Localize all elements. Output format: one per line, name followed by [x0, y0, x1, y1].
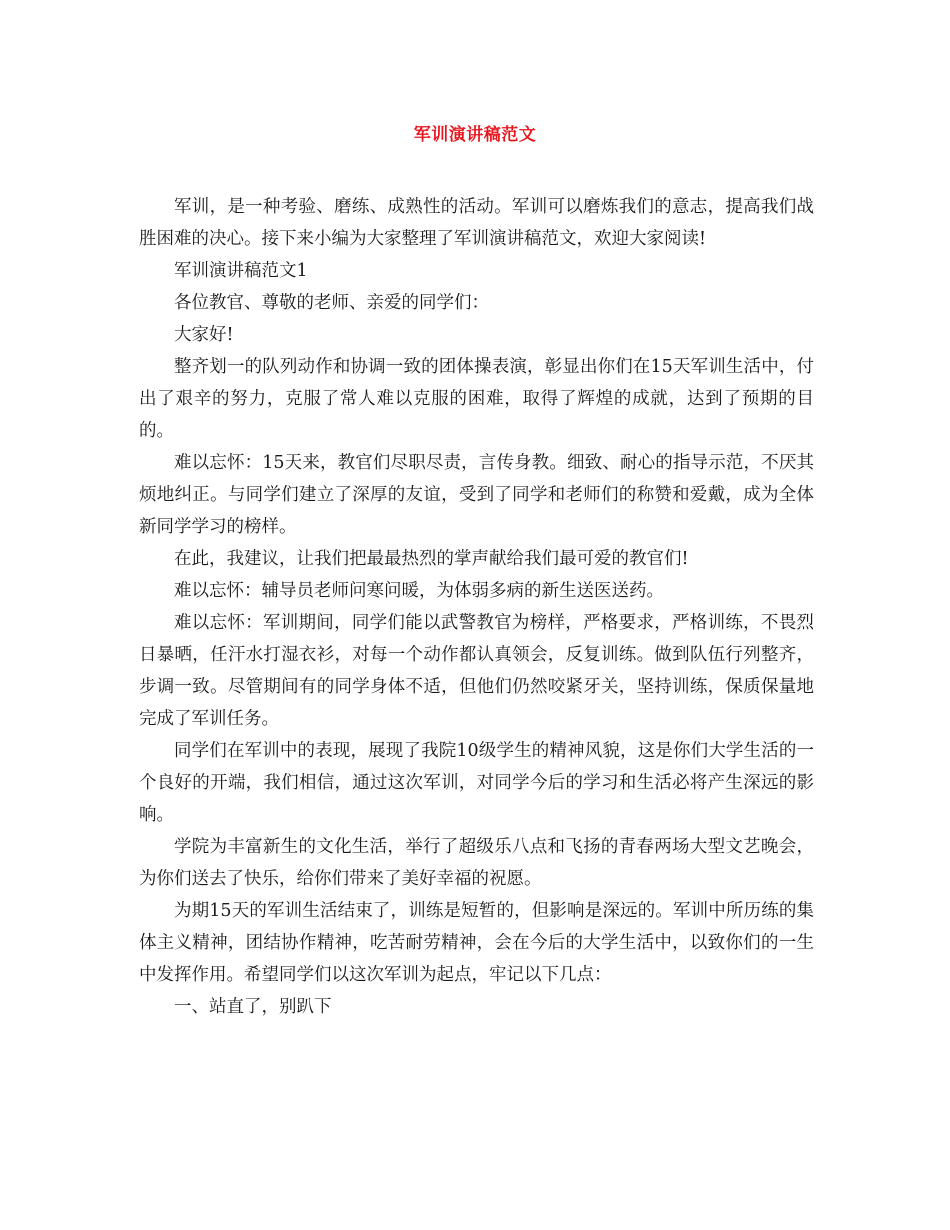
paragraph-body: 难以忘怀：15天来，教官们尽职尽责，言传身教。细致、耐心的指导示范，不厌其烦地纠正。与同学们建立了深厚的友谊，受到了同学和老师们的称赞和爱戴，成为全体新同学学习的榜样。	[139, 453, 814, 537]
paragraph-salutation: 各位教官、尊敬的老师、亲爱的同学们：	[174, 293, 489, 313]
paragraph-list-item: 一、站直了，别趴下	[174, 997, 332, 1017]
paragraph-body: 整齐划一的队列动作和协调一致的团体操表演，彰显出你们在15天军训生活中，付出了艰辛的努力，克服了常人难以克服的困难，取得了辉煌的成就，达到了预期的目的。	[139, 357, 814, 441]
paragraph-greeting: 大家好!	[174, 325, 234, 345]
document-body	[139, 191, 814, 1023]
document-title: 军训演讲稿范文	[413, 125, 537, 145]
paragraph-body: 难以忘怀：辅导员老师问寒问暖，为体弱多病的新生送医送药。	[174, 581, 664, 601]
paragraph-body: 同学们在军训中的表现，展现了我院10级学生的精神风貌，这是你们大学生活的一个良好的开端，我们相信，通过这次军训，对同学今后的学习和生活必将产生深远的影响。	[139, 741, 814, 825]
paragraph-body: 学院为丰富新生的文化生活，举行了超级乐八点和飞扬的青春两场大型文艺晚会，为你们送去了快乐，给你们带来了美好幸福的祝愿。	[139, 837, 814, 889]
paragraph-intro: 军训，是一种考验、磨练、成熟性的活动。军训可以磨炼我们的意志，提高我们战胜困难的决心。接下来小编为大家整理了军训演讲稿范文，欢迎大家阅读!	[139, 197, 814, 249]
paragraph-body: 为期15天的军训生活结束了，训练是短暂的，但影响是深远的。军训中所历练的集体主义精神，团结协作精神，吃苦耐劳精神，会在今后的大学生活中，以致你们的一生中发挥作用。希望同学们以这次军训为起点，牢记以下几点：	[139, 901, 814, 985]
paragraph-body: 难以忘怀：军训期间，同学们能以武警教官为榜样，严格要求，严格训练，不畏烈日暴晒，任汗水打湿衣衫，对每一个动作都认真领会，反复训练。做到队伍行列整齐，步调一致。尽管期间有的同学身体不适，但他们仍然咬紧牙关，坚持训练，保质保量地完成了军训任务。	[139, 613, 814, 729]
paragraph-body: 在此，我建议，让我们把最最热烈的掌声献给我们最可爱的教官们!	[174, 549, 689, 569]
paragraph-section-heading: 军训演讲稿范文1	[174, 261, 308, 281]
